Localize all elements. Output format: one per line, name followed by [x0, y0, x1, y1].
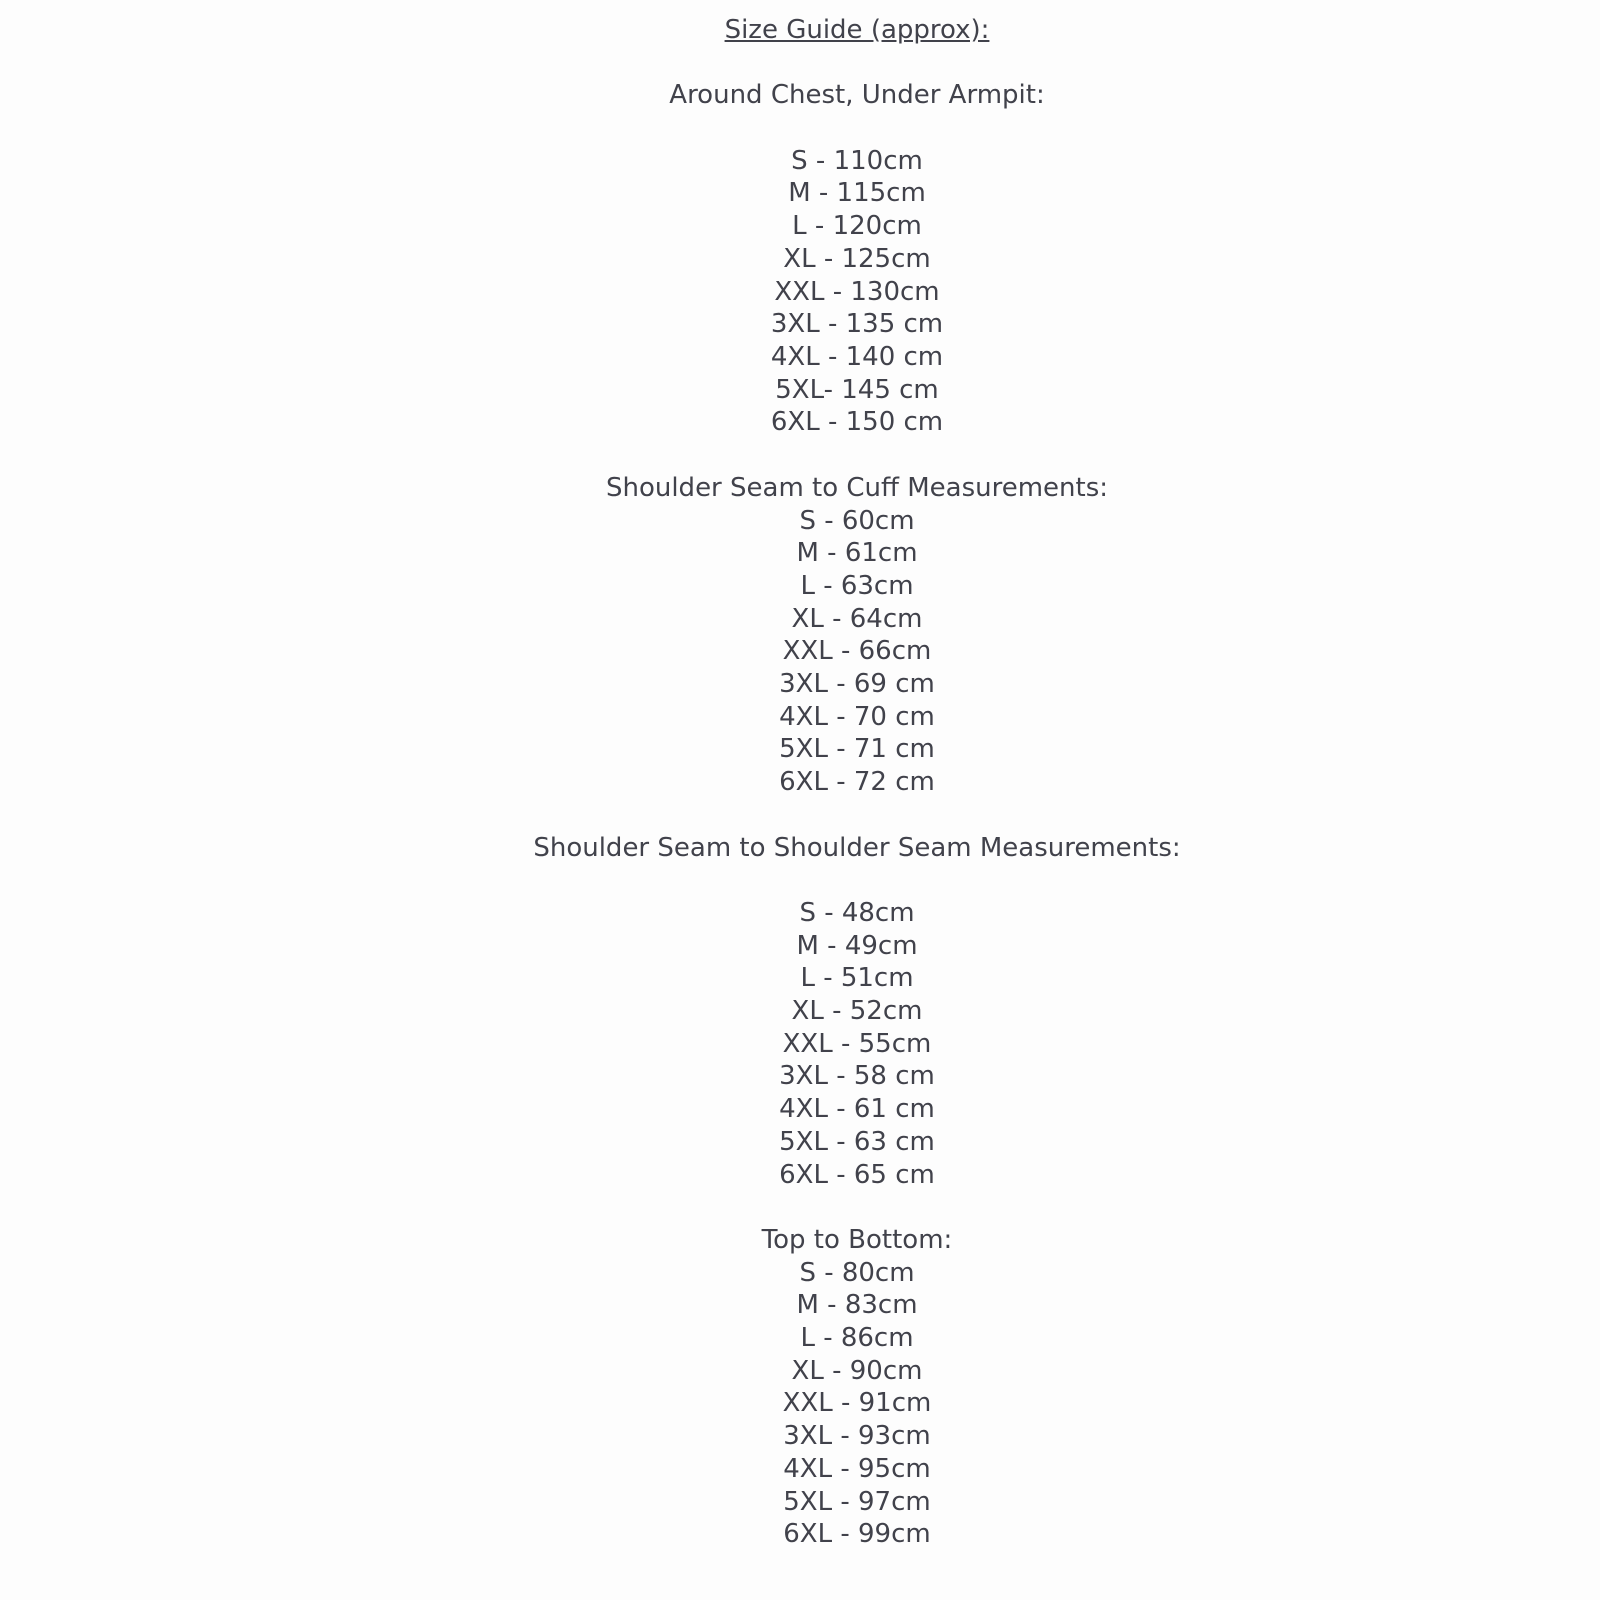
size-row: 5XL - 63 cm	[779, 1126, 935, 1157]
size-row: 5XL- 145 cm	[775, 374, 939, 405]
size-row: S - 48cm	[799, 897, 915, 928]
size-row: M - 83cm	[796, 1290, 918, 1321]
size-row: XXL - 130cm	[774, 276, 940, 307]
size-row: 3XL - 135 cm	[770, 309, 944, 340]
size-row: 5XL - 71 cm	[779, 734, 935, 765]
size-row: XL - 64cm	[791, 603, 923, 634]
page-title: Size Guide (approx):	[724, 15, 990, 45]
size-row: XL - 125cm	[783, 243, 931, 274]
size-row: M - 49cm	[796, 930, 918, 961]
spacer	[114, 864, 1600, 897]
size-row: 3XL - 58 cm	[779, 1061, 935, 1092]
size-row: L - 86cm	[800, 1323, 914, 1354]
spacer	[114, 1191, 1600, 1224]
size-row: XXL - 66cm	[782, 636, 932, 667]
section-heading-top-to-bottom: Top to Bottom:	[761, 1224, 953, 1255]
size-row: L - 63cm	[800, 570, 914, 601]
spacer	[114, 439, 1600, 472]
size-row: XXL - 91cm	[782, 1388, 932, 1419]
size-row: 4XL - 70 cm	[779, 701, 935, 732]
size-row: S - 60cm	[799, 505, 915, 536]
size-row: 4XL - 140 cm	[770, 342, 944, 372]
spacer	[114, 47, 1600, 80]
size-row: 6XL - 150 cm	[770, 407, 944, 438]
size-row: S - 110cm	[791, 145, 923, 176]
size-row: 4XL - 61 cm	[779, 1094, 935, 1125]
spacer	[114, 112, 1600, 145]
section-heading-around-chest: Around Chest, Under Armpit:	[669, 80, 1045, 111]
size-row: 6XL - 99cm	[783, 1519, 931, 1550]
size-row: L - 51cm	[800, 963, 914, 994]
size-row: 3XL - 93cm	[783, 1421, 931, 1452]
size-row: M - 61cm	[796, 538, 918, 569]
size-row: XL - 90cm	[791, 1355, 923, 1386]
size-row: L - 120cm	[792, 211, 922, 242]
size-row: 3XL - 69 cm	[779, 669, 935, 700]
size-row: 6XL - 65 cm	[779, 1159, 935, 1190]
size-row: M - 115cm	[788, 178, 926, 209]
spacer	[114, 799, 1600, 832]
size-row: 6XL - 72 cm	[779, 767, 935, 798]
size-row: 5XL - 97cm	[783, 1486, 931, 1517]
size-row: XXL - 55cm	[782, 1028, 932, 1059]
size-row: S - 80cm	[799, 1257, 915, 1288]
section-heading-seam-to-seam: Shoulder Seam to Shoulder Seam Measurements:	[533, 832, 1181, 863]
size-row: 4XL - 95cm	[783, 1453, 931, 1484]
section-heading-seam-to-cuff: Shoulder Seam to Cuff Measurements:	[605, 472, 1109, 503]
size-row: XL - 52cm	[791, 996, 923, 1027]
